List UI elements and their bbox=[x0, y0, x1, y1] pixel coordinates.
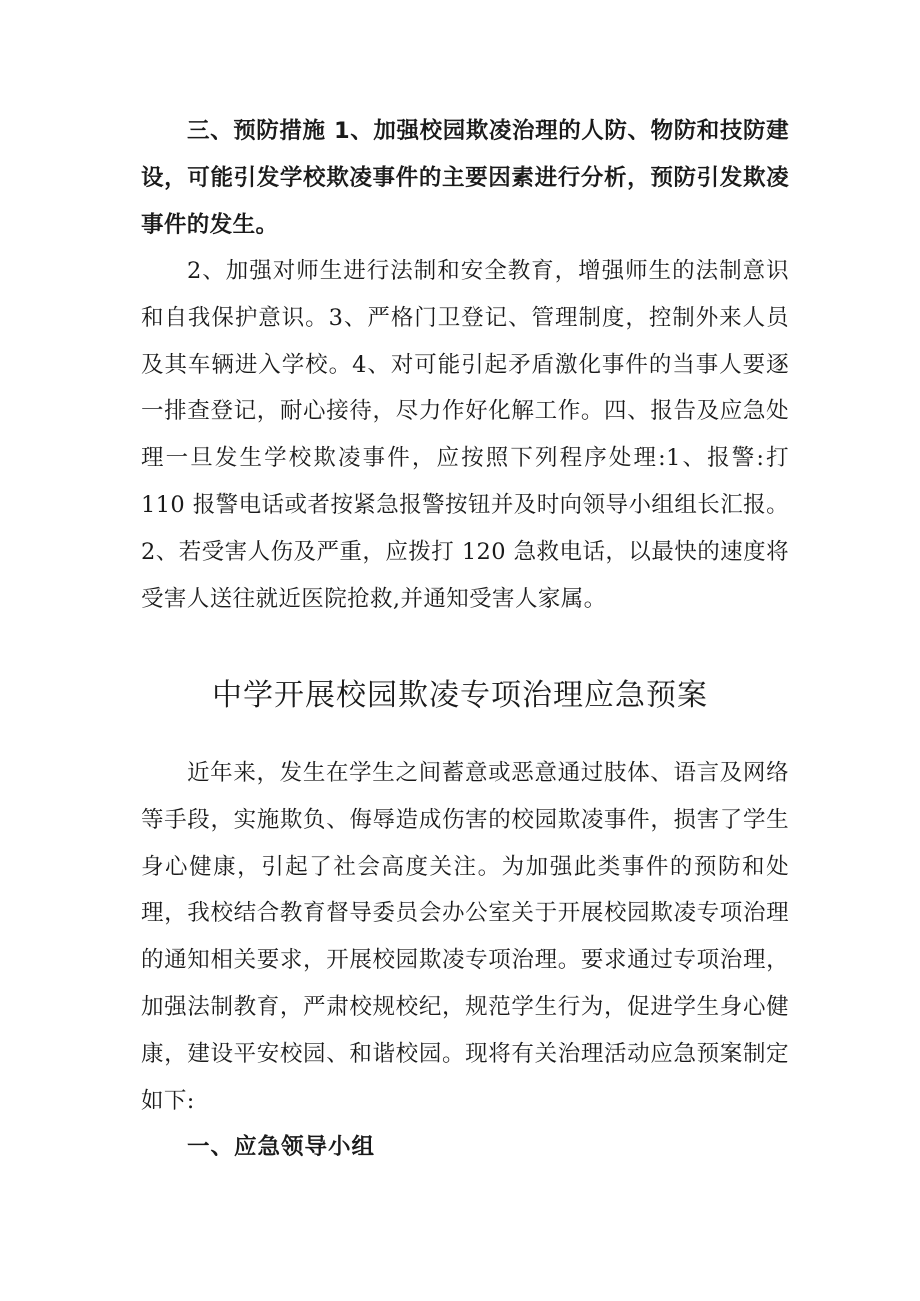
document-title: 中学开展校园欺凌专项治理应急预案 bbox=[212, 678, 708, 713]
education-and-reporting-paragraph: 2、加强对师生进行法制和安全教育，增强师生的法制意识和自我保护意识。3、严格门卫登记、管理制度，控制外来人员及其车辆进入学校。4、对可能引起矛盾激化事件的当事人要逐一排查登记，耐心接待，尽力作好化解工作。四、报告及应急处理一旦发生学校欺凌事件，应按照下列程序处理:1、报警:打 110 报警电话或者按紧急报警按钮并及时向领导小组组长汇报。2、若受害人伤及严重，应拨打 120 急救电话，以最快的速度将受害人送往就近医院抢救,并通知受害人家属。 bbox=[141, 258, 789, 612]
prevention-measures-paragraph: 三、预防措施 1、加强校园欺凌治理的人防、物防和技防建设，可能引发学校欺凌事件的主要因素进行分析，预防引发欺凌事件的发生。 bbox=[141, 118, 789, 238]
introduction-paragraph: 近年来，发生在学生之间蓄意或恶意通过肢体、语言及网络等手段，实施欺负、侮辱造成伤害的校园欺凌事件，损害了学生身心健康，引起了社会高度关注。为加强此类事件的预防和处理，我校结合教育督导委员会办公室关于开展校园欺凌专项治理的通知相关要求，开展校园欺凌专项治理。要求通过专项治理，加强法制教育，严肃校规校纪，规范学生行为，促进学生身心健康，建设平安校园、和谐校园。现将有关治理活动应急预案制定如下: bbox=[141, 760, 789, 1114]
section-heading-leadership-group: 一、应急领导小组 bbox=[187, 1134, 376, 1160]
